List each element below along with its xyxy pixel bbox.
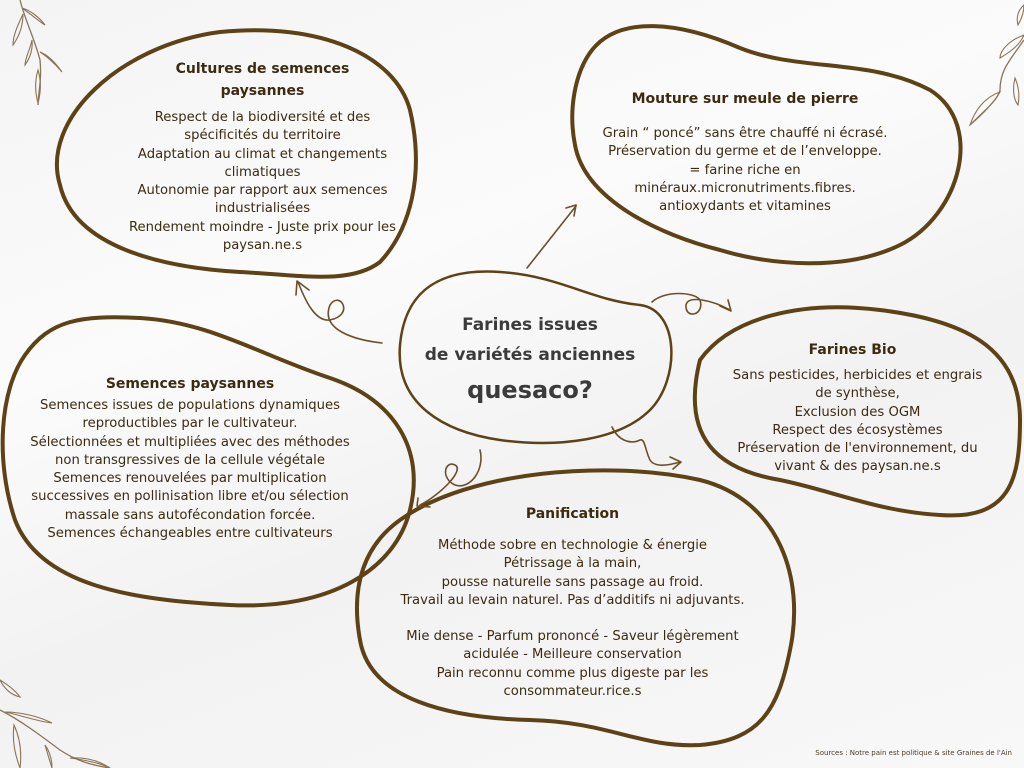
semences-line: Semences échangeables entre cultivateurs [47,526,333,542]
leaf-decoration-top-right-icon [970,5,1024,125]
arrow-to-mouture-icon [527,205,576,268]
panification-line: pousse naturelle sans passage au froid. [441,574,704,590]
center-title-line3: quesaco? [467,376,593,404]
semences-text [0,397,380,543]
arrow-to-semences-icon [417,450,481,507]
cultures-line: Rendement moindre - Juste prix pour les [128,219,396,235]
center-title-line1: Farines issues [462,315,598,335]
cultures-title-line1: Cultures de semences [175,61,350,77]
cultures-title-line2: paysannes [220,83,305,99]
mouture-text [570,125,920,216]
sources-footnote: Sources : Notre pain est politique & site Graines de l'Ain [815,749,1012,757]
panification-line: consommateur.rice.s [503,684,642,700]
arrow-to-cultures-icon [296,281,382,343]
cultures-line: spécificités du territoire [184,128,341,144]
arrow-to-panification-icon [612,427,681,469]
semences-line: reproductibles par le cultivateur. [82,416,298,432]
bio-title: Farines Bio [808,342,897,358]
semences-line: Semences renouvelées par multiplication [53,471,327,487]
box-panification [375,503,770,701]
panification-text [375,537,770,701]
leaf-decoration-bottom-left-icon [0,680,110,768]
panification-line: Pétrissage à la main, [503,556,642,572]
bio-line: Exclusion des OGM [794,404,921,420]
panification-line: Travail au levain naturel. Pas d’additifs ni adjuvants. [400,592,745,608]
mouture-line: minéraux.micronutriments.fibres. [634,180,856,196]
box-mouture [570,88,920,216]
bio-text [705,367,1010,477]
cultures-text [70,109,455,255]
box-bio [705,339,1010,477]
box-semences [0,373,380,543]
panification-title: Panification [525,506,620,522]
semences-line: Sélectionnées et multipliées avec des méthodes [30,434,350,450]
center-title-line2: de variétés anciennes [424,345,636,365]
panification-line: Pain reconnu comme plus digeste par les [436,665,709,681]
box-cultures [70,58,455,255]
mouture-line: Préservation du germe et de l’enveloppe. [608,144,882,160]
semences-line: Semences issues de populations dynamiques [40,398,340,413]
cultures-line: Respect de la biodiversité et des [154,110,371,125]
panification-line: acidulée - Meilleure conservation [463,647,682,663]
panification-line: Mie dense - Parfum prononcé - Saveur légèrement [406,629,739,645]
mouture-line: antioxydants et vitamines [659,199,831,215]
semences-title: Semences paysannes [105,376,275,392]
leaf-decoration-top-left-icon [13,0,62,105]
semences-line: non transgressives de la cellule végétale [55,452,325,468]
arrow-to-bio-icon [652,294,731,315]
bio-line: de synthèse, [815,386,900,402]
bio-line: vivant & des paysan.ne.s [774,459,941,475]
panification-line: Méthode sobre en technologie & énergie [438,538,707,553]
cultures-line: climatiques [224,164,301,180]
mouture-line: = farine riche en [689,162,801,178]
cultures-line: Autonomie par rapport aux semences [137,183,388,199]
semences-line: massale sans autofécondation forcée. [64,507,316,523]
cultures-line: paysan.ne.s [222,238,303,254]
bio-line: Sans pesticides, herbicides et engrais [732,368,983,383]
cultures-line: industrialisées [214,201,311,217]
mouture-line: Grain “ poncé” sans être chauffé ni écrasé. [602,126,888,141]
cultures-line: Adaptation au climat et changements [137,146,388,162]
semences-line: successives en pollinisation libre et/ou sélection [31,489,349,505]
bio-line: Préservation de l'environnement, du [737,441,978,457]
center-title [400,310,660,410]
bio-line: Respect des écosystèmes [772,422,943,438]
mouture-title: Mouture sur meule de pierre [631,91,859,107]
